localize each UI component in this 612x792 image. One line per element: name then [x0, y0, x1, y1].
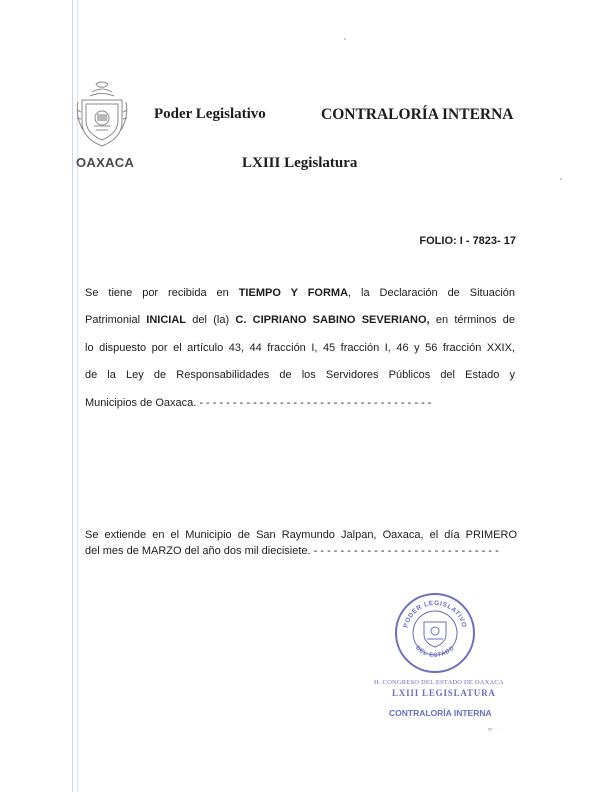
closing-paragraph	[85, 528, 517, 559]
seal-caption-number: Nº ·· · ·	[488, 727, 503, 732]
seal-ring-text: PODER LEGISLATIVO	[402, 599, 468, 629]
seal-caption-legislature: LXIII LEGISLATURA	[392, 688, 496, 698]
page-margin-line	[72, 0, 73, 792]
declaration-line: Patrimonial INICIAL del (la) C. CIPRIANO SABINO SEVERIANO, en términos de	[85, 314, 515, 327]
scan-speck	[560, 178, 562, 180]
scan-speck	[344, 38, 346, 40]
seal-caption-office: CONTRALORÍA INTERNA	[389, 708, 492, 718]
branch-title: Poder Legislativo	[154, 106, 266, 122]
office-title: CONTRALORÍA INTERNA	[321, 106, 514, 123]
seal-caption-congress: H. CONGRESO DEL ESTADO DE OAXACA	[374, 679, 504, 686]
closing-line: del mes de MARZO del año dos mil diecisiete. - - - - - - - - - - - - - - - - - - - - - - - - - - - -	[85, 544, 499, 557]
declaration-paragraph	[85, 280, 515, 417]
closing-line: Se extiende en el Municipio de San Raymundo Jalpan, Oaxaca, el día PRIMERO	[85, 529, 517, 541]
seal-ring-text-bottom: DEL ESTADO	[413, 645, 457, 659]
folio-number: FOLIO: I - 7823- 17	[419, 235, 516, 247]
seal-emblem-icon	[424, 622, 446, 647]
emphasis-text: TIEMPO Y FORMA	[238, 287, 349, 299]
declaration-line: Se tiene por recibida en TIEMPO Y FORMA, la Declaración de Situación	[85, 287, 516, 299]
oaxaca-coat-of-arms-icon	[74, 80, 130, 152]
declaration-line: lo dispuesto por el artículo 43, 44 fracción I, 45 fracción I, 46 y 56 fracción XXIX,	[85, 341, 515, 354]
legislature-title: LXIII Legislatura	[242, 155, 358, 171]
official-seal-stamp	[394, 592, 476, 674]
declaration-line: de la Ley de Responsabilidades de los Servidores Públicos del Estado y	[85, 369, 515, 382]
svg-text:PODER LEGISLATIVO	[402, 600, 467, 629]
emphasis-text: INICIAL	[146, 314, 187, 327]
declarant-name: C. CIPRIANO SABINO SEVERIANO,	[235, 314, 430, 327]
state-name-label: OAXACA	[76, 155, 135, 170]
declaration-line: Municipios de Oaxaca. - - - - - - - - - - - - - - - - - - - - - - - - - - - - - - - - - - -	[85, 396, 432, 409]
